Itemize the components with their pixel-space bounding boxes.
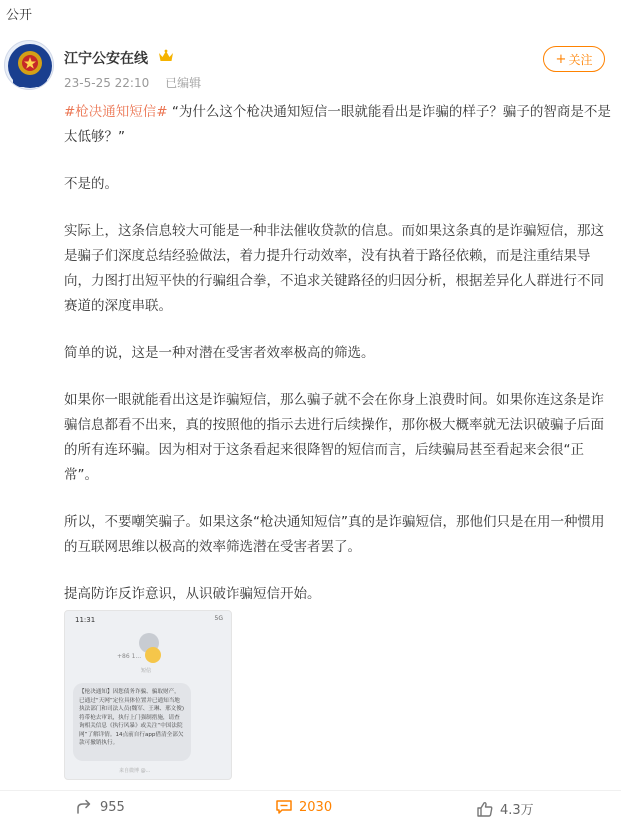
edited-label: 已编辑 xyxy=(165,76,202,90)
police-badge-icon xyxy=(5,41,54,90)
crown-icon xyxy=(158,49,174,63)
post-content xyxy=(64,100,612,629)
paragraph-5: 如果你一眼就能看出这是诈骗短信，那么骗子就不会在你身上浪费时间。如果你连这条是诈骗信息都看不出来，真的按照他的指示去进行后续操作，那你极大概率就无法识破骗子后面的所有连环骗。因为相对于这条看起来很降智的短信而言，后续骗局甚至看起来会很“正常”。 xyxy=(64,392,604,483)
comment-button[interactable] xyxy=(275,799,332,815)
paragraph-6: 所以，不要嘲笑骗子。如果这条“枪决通知短信”真的是诈骗短信，那他们只是在用一种惯用的互联网思维以极高的效率筛选潜在受害者罢了。 xyxy=(64,514,605,555)
forward-count: 955 xyxy=(100,799,125,815)
paragraph-1-text: “为什么这个枪决通知短信一眼就能看出是诈骗的样子？骗子的智商是不是太低够？” xyxy=(64,104,611,145)
paragraph-3: 实际上，这条信息较大可能是一种非法催收贷款的信息。而如果这条真的是诈骗短信，那这是骗子们深度总结经验做法，着力提升行动效率，没有执着于路径依赖，而是注重结果导向，力图打出短平快的行骗组合拳，不追求关键路径的归因分析，根据差异化人群进行不同赛道的深度串联。 xyxy=(64,223,604,314)
sms-label: 短信 xyxy=(141,668,152,674)
phone-time: 11:31 xyxy=(75,616,96,624)
comment-icon xyxy=(275,799,293,815)
phone-status-bar xyxy=(65,611,231,629)
paragraph-1 xyxy=(64,100,612,150)
avatar[interactable] xyxy=(4,40,54,90)
forward-button[interactable] xyxy=(76,799,125,815)
like-button[interactable] xyxy=(476,799,534,818)
username[interactable]: 江宁公安在线 xyxy=(64,51,148,67)
post-image[interactable] xyxy=(64,610,232,780)
emoji-icon xyxy=(145,647,161,663)
paragraph-4: 简单的说，这是一种对潜在受害者效率极高的筛选。 xyxy=(64,345,375,361)
forward-icon xyxy=(76,799,94,815)
action-bar xyxy=(0,790,621,826)
comment-count: 2030 xyxy=(299,799,333,815)
paragraph-2: 不是的。 xyxy=(64,176,118,192)
sms-bubble: 【枪决通知】因您债务诈骗、骗取财产，已通过“天网”定位具体位置并已通知当地执法部门和司法人员(魏军、王琳、邢文俊)将带枪去审讯，执行上门强制措施，请查询相关信息《执行风暴》或关注“中国法院网”了解详情。14点前自行app借清全部欠款可撤销执行。 xyxy=(73,683,191,761)
paragraph-7: 提高防诈反诈意识，从识破诈骗短信开始。 xyxy=(64,586,321,602)
post-header xyxy=(0,36,621,96)
post-meta xyxy=(64,74,201,91)
sender-number: +86 1... xyxy=(117,653,142,660)
phone-signal: 5G xyxy=(214,615,223,622)
hashtag-link[interactable]: #枪决通知短信# xyxy=(64,104,168,120)
follow-label: 关注 xyxy=(568,52,593,67)
post-time[interactable]: 23-5-25 22:10 xyxy=(64,76,150,90)
follow-button[interactable] xyxy=(543,46,605,72)
like-count: 4.3万 xyxy=(500,803,534,818)
visibility-label: 公开 xyxy=(6,8,33,23)
plus-icon: + xyxy=(555,51,567,67)
image-watermark: 来自微博 @... xyxy=(119,768,151,774)
like-icon xyxy=(476,801,494,817)
